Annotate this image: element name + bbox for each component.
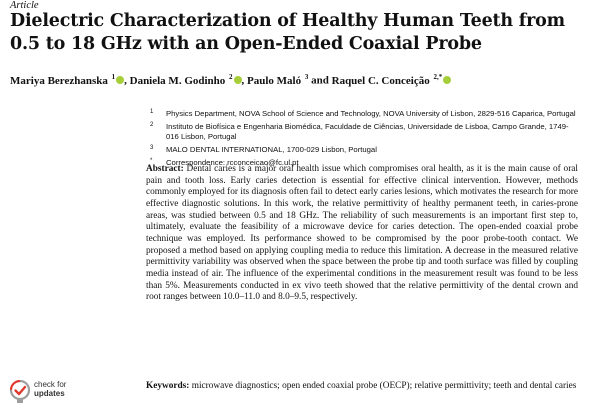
author-name[interactable]: Mariya Berezhanska $^1$: [10, 75, 124, 87]
check-for-updates-icon: [10, 380, 30, 404]
author-name[interactable]: Paulo Maló $^3$: [247, 73, 309, 87]
keywords-text: microwave diagnostics; open ended coaxial probe (OECP); relative permittivity; teeth and dental caries: [191, 381, 577, 391]
check-for-updates-badge[interactable]: [10, 378, 72, 408]
correspondence[interactable]: * Correspondence: rcconceicao@fc.ul.pt: [150, 158, 299, 167]
author-list: Mariya Berezhanska $^1$ , Daniela M. Godinho $^2$ , Paulo Maló $^3$ and Raquel C. Conceição $^{2,*}$: [10, 70, 585, 88]
author-name[interactable]: Raquel C. Conceição $^{2,*}$: [332, 75, 452, 87]
orcid-icon[interactable]: [234, 76, 242, 84]
orcid-icon[interactable]: [443, 76, 451, 84]
keywords: [146, 380, 578, 393]
abstract-label: Abstract:: [146, 164, 184, 174]
affiliation-item: 3 MALO DENTAL INTERNATIONAL, 1700-029 Lisbon, Portugal: [150, 145, 377, 154]
author-name[interactable]: Daniela M. Godinho $^2$: [130, 75, 242, 87]
abstract: [146, 164, 578, 304]
paper-title: Dielectric Characterization of Healthy Human Teeth from 0.5 to 18 GHz with an Open-Ended Coaxial Probe: [10, 11, 565, 54]
affiliation-item: 2 Instituto de Biofísica e Engenharia Biomédica, Faculdade de Ciências, Universidade de Lisboa, Campo Grande, 1749-016 Lisbon, Portugal: [150, 122, 569, 141]
check-for-updates-text: check for updates: [34, 380, 67, 398]
affiliations: [146, 109, 576, 171]
affiliation-item: 1 Physics Department, NOVA School of Science and Technology, NOVA University of Lisbon, 2829-516 Caparica, Portugal: [150, 109, 576, 118]
orcid-icon[interactable]: [116, 76, 124, 84]
abstract-text: Dental caries is a major oral health issue which compromises oral health, as it is the main cause of oral pain and tooth loss. Early caries detection is essential for effective clinical intervention. However, methods commonly employed for its diagnosis often fail to detect early caries lesions, which motivates the research for more effective diagnostic solutions. In this work, the relative permittivity of healthy permanent teeth, in caries-prone areas, was studied between 0.5 and 18 GHz. The reliability of such measurements is an important first step to, ultimately, evaluate the feasibility of a microwave device for caries detection. The open-ended coaxial probe technique was employed. Its performance showed to be compromised by the poor probe-tooth contact. We proposed a method based on applying coupling media to reduce this limitation. A decrease in the measured relative permittivity variability was observed when the space between the probe tip and tooth surface was filled by coupling media instead of air. The influence of the experimental conditions in the measurement result was found to be less than 5%. Measurements conducted in ex vivo teeth showed that the relative permittivity of the dental crown and root ranges between 10.0–11.0 and 8.0–9.5, respectively.: [146, 164, 578, 303]
keywords-label: Keywords:: [146, 381, 190, 391]
article-type-label: Article: [10, 0, 39, 11]
